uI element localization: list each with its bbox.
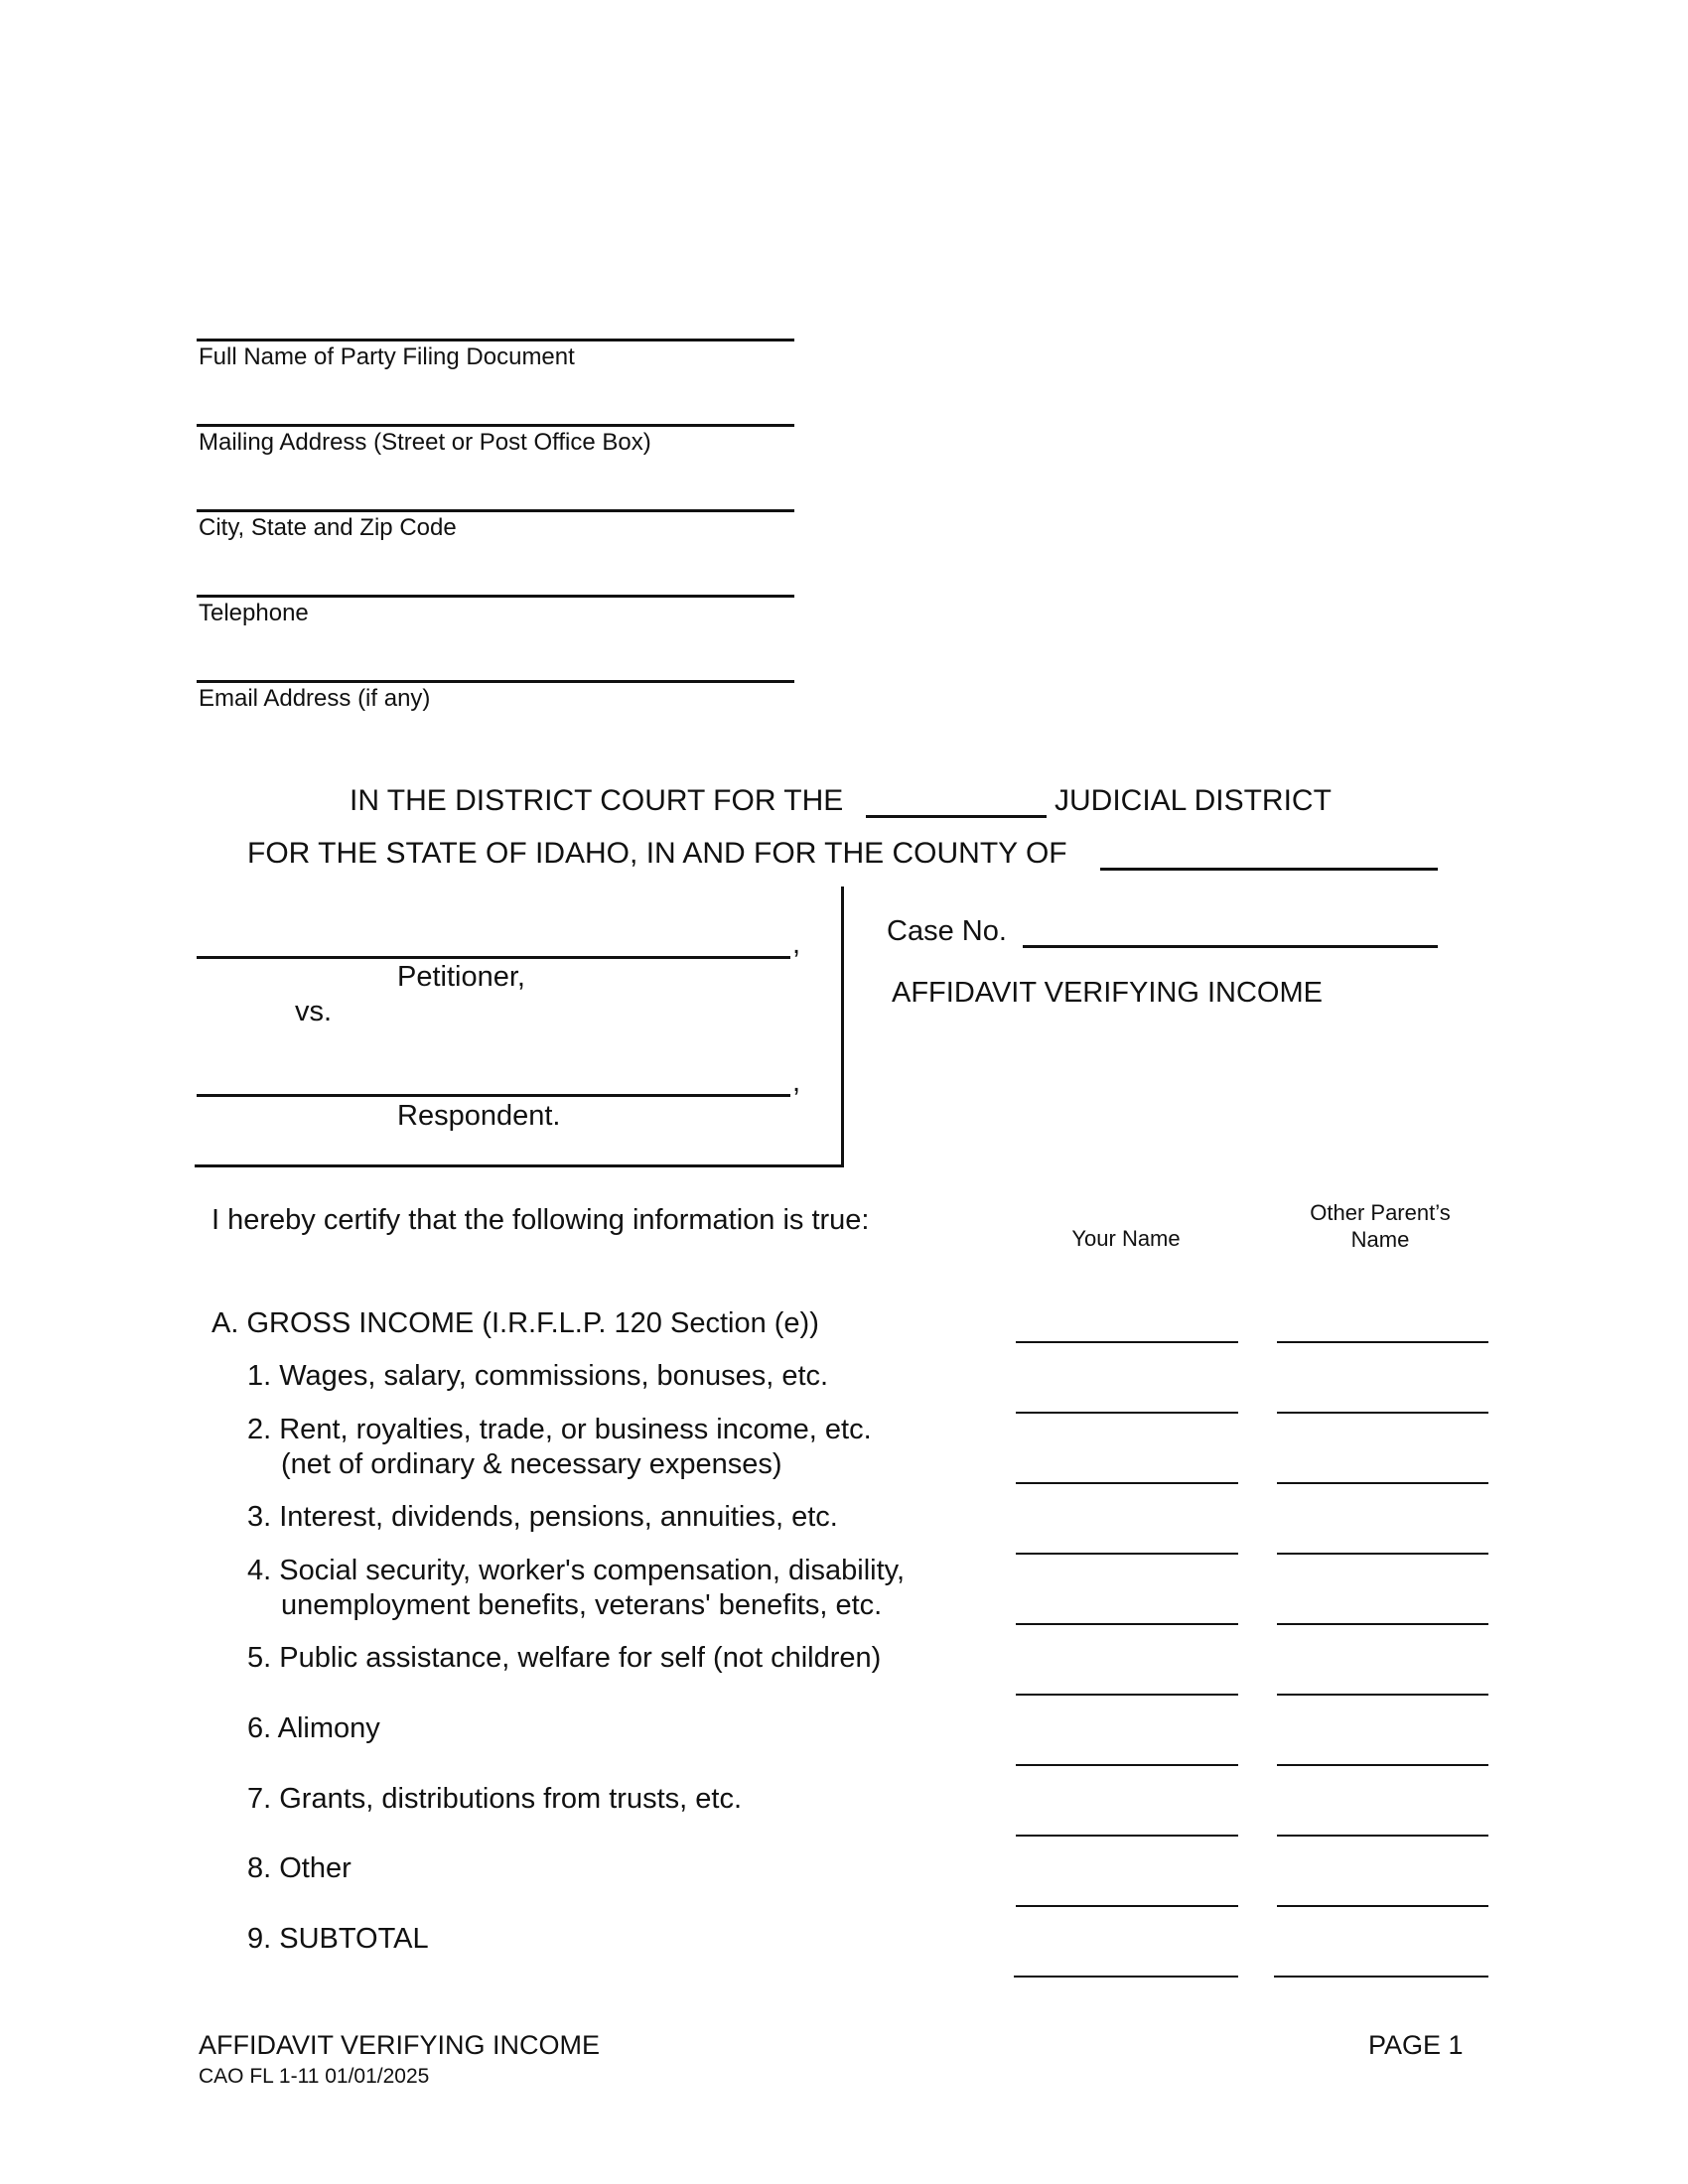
petitioner-name-line[interactable] (197, 956, 790, 959)
other-amount-1[interactable] (1277, 1412, 1488, 1414)
your-amount-7[interactable] (1016, 1835, 1238, 1837)
list-item-alimony: 6. Alimony (247, 1712, 380, 1744)
footer-title: AFFIDAVIT VERIFYING INCOME (199, 2030, 601, 2060)
list-item-public-assistance: 5. Public assistance, welfare for self (not children) (247, 1642, 882, 1674)
other-amount-7[interactable] (1277, 1835, 1488, 1837)
telephone-line[interactable] (197, 595, 794, 598)
your-amount-6[interactable] (1016, 1764, 1238, 1766)
list-item-other: 8. Other (247, 1852, 352, 1884)
list-item-social-security: 4. Social security, worker's compensation, disability, (247, 1555, 906, 1586)
judicial-district-blank[interactable] (866, 815, 1047, 818)
other-amount-6[interactable] (1277, 1764, 1488, 1766)
your-amount-gross[interactable] (1016, 1341, 1238, 1343)
your-amount-3[interactable] (1016, 1553, 1238, 1555)
other-amount-8[interactable] (1277, 1905, 1488, 1907)
respondent-name-line[interactable] (197, 1094, 790, 1097)
list-item-grants: 7. Grants, distributions from trusts, etc. (247, 1783, 742, 1815)
case-no-blank[interactable] (1023, 945, 1438, 948)
mailing-address-label: Mailing Address (Street or Post Office Box) (199, 429, 651, 456)
email-label: Email Address (if any) (199, 685, 431, 712)
court-line1-text: IN THE DISTRICT COURT FOR THE (350, 784, 844, 817)
full-name-line[interactable] (197, 339, 794, 341)
respondent-comma: , (792, 1066, 801, 1098)
other-amount-3[interactable] (1277, 1553, 1488, 1555)
other-amount-gross[interactable] (1277, 1341, 1488, 1343)
other-amount-2[interactable] (1277, 1482, 1488, 1484)
document-title: AFFIDAVIT VERIFYING INCOME (892, 977, 1323, 1009)
court-line2-text: FOR THE STATE OF IDAHO, IN AND FOR THE COUNTY OF (247, 837, 1067, 870)
your-amount-5[interactable] (1016, 1694, 1238, 1696)
footer-page-number: PAGE 1 (1368, 2030, 1464, 2060)
other-parent-column-header (1275, 1199, 1485, 1253)
your-amount-9[interactable] (1014, 1976, 1238, 1978)
petitioner-comma: , (792, 928, 801, 960)
other-amount-5[interactable] (1277, 1694, 1488, 1696)
other-parent-header-line2: Name (1350, 1227, 1410, 1252)
city-state-zip-line[interactable] (197, 509, 794, 512)
other-amount-9[interactable] (1274, 1976, 1488, 1978)
petitioner-label: Petitioner, (397, 961, 525, 993)
your-name-column-header: Your Name (1071, 1226, 1181, 1251)
case-no-label: Case No. (887, 915, 1007, 947)
caption-vertical-divider (841, 887, 844, 1166)
email-line[interactable] (197, 680, 794, 683)
footer-form-id: CAO FL 1-11 01/01/2025 (199, 2065, 430, 2088)
certify-statement: I hereby certify that the following information is true: (211, 1204, 870, 1236)
list-item-social-security-cont: unemployment benefits, veterans' benefits, etc. (281, 1589, 883, 1621)
full-name-label: Full Name of Party Filing Document (199, 343, 575, 370)
list-item-rent: 2. Rent, royalties, trade, or business income, etc. (247, 1414, 872, 1445)
your-amount-8[interactable] (1016, 1905, 1238, 1907)
list-item-wages: 1. Wages, salary, commissions, bonuses, etc. (247, 1360, 829, 1392)
court-line1-suffix: JUDICIAL DISTRICT (1055, 784, 1332, 817)
telephone-label: Telephone (199, 600, 309, 626)
mailing-address-line[interactable] (197, 424, 794, 427)
vs-label: vs. (295, 996, 333, 1027)
your-amount-2[interactable] (1016, 1482, 1238, 1484)
list-item-interest: 3. Interest, dividends, pensions, annuities, etc. (247, 1501, 838, 1533)
list-item-rent-note: (net of ordinary & necessary expenses) (281, 1448, 782, 1480)
other-amount-4[interactable] (1277, 1623, 1488, 1625)
respondent-label: Respondent. (397, 1100, 561, 1132)
other-parent-header-line1: Other Parent’s (1310, 1200, 1451, 1225)
your-amount-1[interactable] (1016, 1412, 1238, 1414)
list-item-subtotal: 9. SUBTOTAL (247, 1923, 429, 1955)
your-amount-4[interactable] (1016, 1623, 1238, 1625)
city-state-zip-label: City, State and Zip Code (199, 514, 457, 541)
caption-bottom-line (195, 1164, 844, 1167)
section-a-heading: A. GROSS INCOME (I.R.F.L.P. 120 Section (e)) (211, 1307, 819, 1339)
county-blank[interactable] (1100, 868, 1438, 871)
